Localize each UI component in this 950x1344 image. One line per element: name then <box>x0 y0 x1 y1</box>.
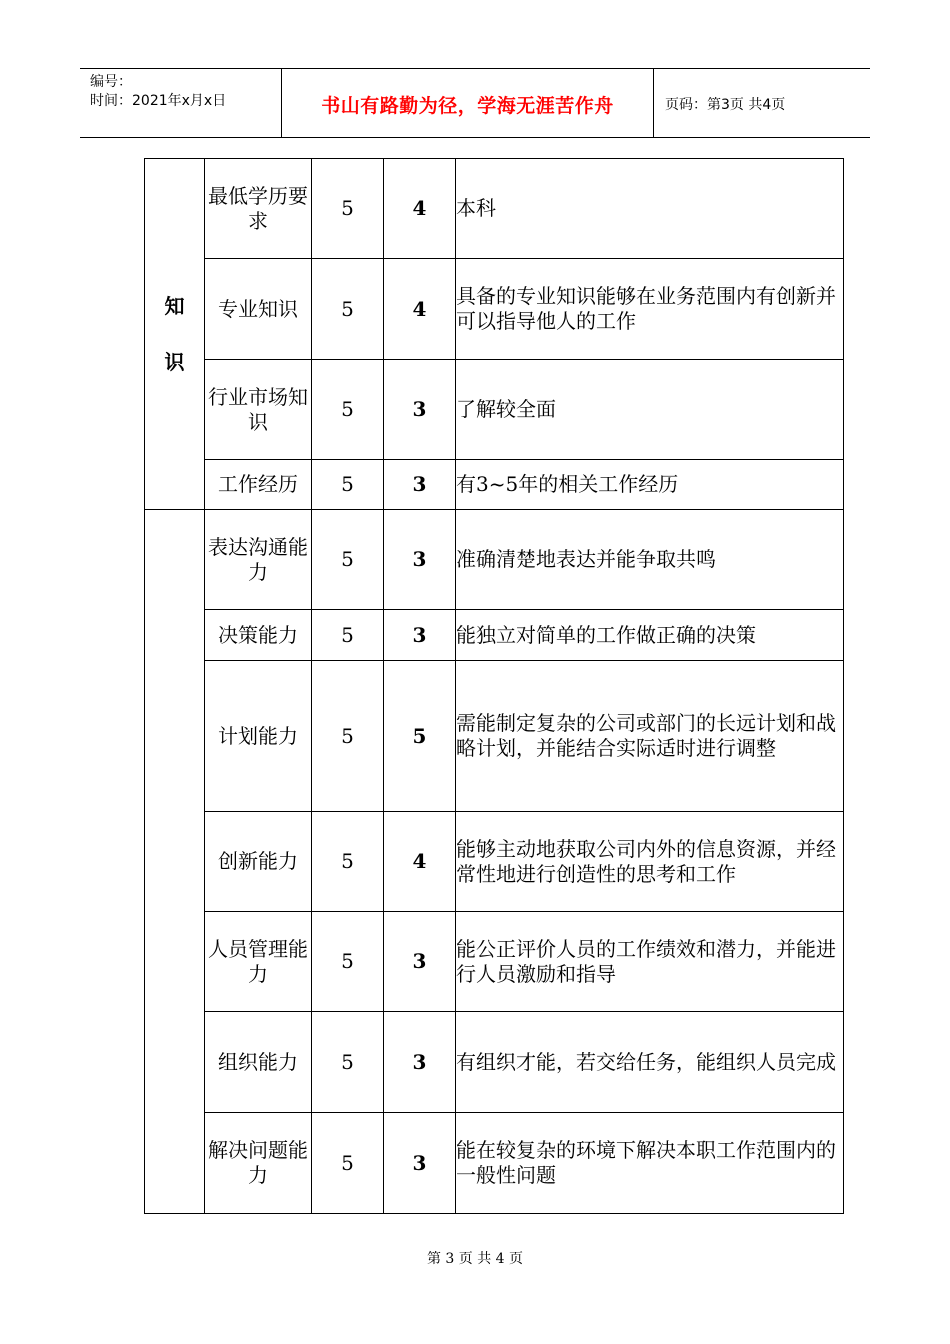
category-cell <box>145 159 205 510</box>
full-score-cell: 5 <box>312 510 384 610</box>
table-row <box>145 360 844 460</box>
table-row <box>145 812 844 912</box>
description-cell: 准确清楚地表达并能争取共鸣 <box>456 510 844 610</box>
full-score-cell: 5 <box>312 610 384 661</box>
required-score-cell: 3 <box>384 460 456 510</box>
table-row <box>145 159 844 259</box>
description-cell: 有组织才能，若交给任务，能组织人员完成 <box>456 1012 844 1113</box>
page-header <box>80 68 870 138</box>
document-number: 编号： <box>90 74 132 90</box>
table-row <box>145 259 844 360</box>
item-cell: 最低学历要求 <box>205 159 312 259</box>
category-label: 识 <box>164 350 185 374</box>
full-score-cell: 5 <box>312 1113 384 1214</box>
header-divider <box>653 69 654 137</box>
document-date: 时间：2021年x月x日 <box>90 93 227 109</box>
page-footer: 第 3 页 共 4 页 <box>426 1251 524 1267</box>
description-cell: 能够主动地获取公司内外的信息资源，并经常性地进行创造性的思考和工作 <box>456 812 844 912</box>
required-score-cell: 4 <box>384 812 456 912</box>
item-cell: 表达沟通能力 <box>205 510 312 610</box>
description-cell: 了解较全面 <box>456 360 844 460</box>
description-cell: 能在较复杂的环境下解决本职工作范围内的一般性问题 <box>456 1113 844 1214</box>
description-cell: 需能制定复杂的公司或部门的长远计划和战略计划，并能结合实际适时进行调整 <box>456 661 844 812</box>
full-score-cell: 5 <box>312 360 384 460</box>
table-row <box>145 510 844 610</box>
full-score-cell: 5 <box>312 259 384 360</box>
required-score-cell: 3 <box>384 360 456 460</box>
required-score-cell: 3 <box>384 510 456 610</box>
header-motto: 书山有路勤为径，学海无涯苦作舟 <box>321 95 614 117</box>
full-score-cell: 5 <box>312 912 384 1012</box>
table-row <box>145 460 844 510</box>
item-cell: 计划能力 <box>205 661 312 812</box>
item-cell: 工作经历 <box>205 460 312 510</box>
required-score-cell: 4 <box>384 259 456 360</box>
description-cell: 具备的专业知识能够在业务范围内有创新并可以指导他人的工作 <box>456 259 844 360</box>
description-cell: 能公正评价人员的工作绩效和潜力，并能进行人员激励和指导 <box>456 912 844 1012</box>
table-row <box>145 912 844 1012</box>
table-row <box>145 1012 844 1113</box>
table-row <box>145 610 844 661</box>
description-cell: 本科 <box>456 159 844 259</box>
header-page-info: 页码：第3页 共4页 <box>665 97 786 113</box>
item-cell: 组织能力 <box>205 1012 312 1113</box>
required-score-cell: 3 <box>384 610 456 661</box>
item-cell: 决策能力 <box>205 610 312 661</box>
item-cell: 解决问题能力 <box>205 1113 312 1214</box>
full-score-cell: 5 <box>312 661 384 812</box>
table-row <box>145 1113 844 1214</box>
item-cell: 人员管理能力 <box>205 912 312 1012</box>
required-score-cell: 3 <box>384 1012 456 1113</box>
category-cell <box>145 510 205 1214</box>
description-cell: 能独立对简单的工作做正确的决策 <box>456 610 844 661</box>
required-score-cell: 3 <box>384 1113 456 1214</box>
required-score-cell: 5 <box>384 661 456 812</box>
description-cell: 有3~5年的相关工作经历 <box>456 460 844 510</box>
full-score-cell: 5 <box>312 460 384 510</box>
full-score-cell: 5 <box>312 1012 384 1113</box>
item-cell: 专业知识 <box>205 259 312 360</box>
full-score-cell: 5 <box>312 159 384 259</box>
required-score-cell: 4 <box>384 159 456 259</box>
competency-table <box>144 158 844 1214</box>
full-score-cell: 5 <box>312 812 384 912</box>
item-cell: 行业市场知识 <box>205 360 312 460</box>
table-row <box>145 661 844 812</box>
header-meta <box>90 73 226 111</box>
item-cell: 创新能力 <box>205 812 312 912</box>
required-score-cell: 3 <box>384 912 456 1012</box>
category-label: 知 <box>164 294 185 318</box>
